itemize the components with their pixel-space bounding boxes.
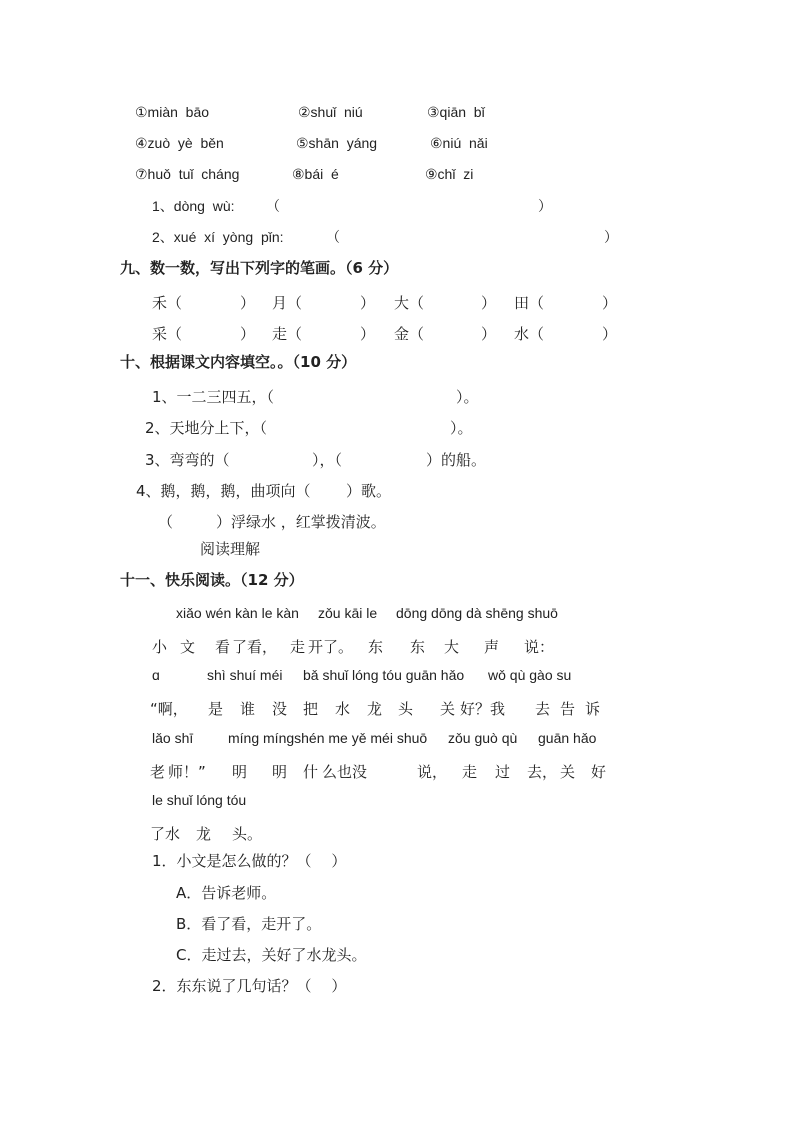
stroke-item: 大（ (394, 294, 425, 312)
passage-char: 走 (462, 763, 478, 781)
passage-char: 么也没 (322, 763, 368, 781)
passage-pinyin: le shuǐ lóng tóu (152, 792, 247, 808)
classify-q2-close: ） (604, 229, 618, 245)
option-5: ⑤shān yáng (296, 135, 378, 151)
passage-char: 小 (152, 638, 168, 656)
passage-char: 去， (527, 763, 558, 781)
fill-line-2-start: 2、天地分上下，（ (145, 419, 268, 437)
passage-char: 明 (232, 763, 248, 781)
option-7: ⑦huǒ tuǐ cháng (135, 166, 240, 182)
passage-char: 开了。 (308, 638, 354, 656)
fill-line-5-end: ）浮绿水 ，红掌拨清波。 (216, 513, 386, 531)
option-8: ⑧bái é (292, 166, 339, 182)
option-6: ⑥niú nǎi (430, 135, 488, 151)
passage-char: 关 (440, 700, 456, 718)
fill-line-2-end: ）。 (450, 419, 473, 437)
stroke-item: ） (602, 325, 618, 343)
section9-title: 九、数一数，写出下列字的笔画。（6 分） (120, 259, 399, 277)
fill-line-5-start: （ (158, 513, 174, 531)
passage-char: 东 (368, 638, 384, 656)
passage-pinyin: shì shuí méi (207, 667, 283, 683)
question-2: 2．东东说了几句话？（ ） (152, 977, 347, 995)
option-4: ④zuò yè běn (135, 135, 224, 151)
fill-line-4-start: 4、鹅，鹅，鹅，曲项向（ (136, 482, 311, 500)
passage-char: 谁 (240, 700, 256, 718)
passage-pinyin: bǎ shuǐ lóng tóu guān hǎo (303, 667, 465, 683)
option-3: ③qiān bǐ (427, 104, 485, 120)
passage-char: 什 (303, 763, 319, 781)
fill-line-4-end: ）歌。 (346, 482, 392, 500)
passage-pinyin: dōng dōng dà shēng shuō (396, 605, 558, 621)
passage-char: 龙 (196, 825, 212, 843)
passage-char: 了水 (150, 825, 181, 843)
stroke-item: 走（ (272, 325, 303, 343)
fill-line-1-end: ）。 (456, 388, 479, 406)
passage-char: 声 (484, 638, 500, 656)
fill-line-3-end: ）的船。 (426, 451, 487, 469)
question-1-option-c: C．走过去，关好了水龙头。 (176, 946, 367, 964)
option-1: ①miàn bāo (135, 104, 210, 120)
passage-pinyin: ɑ (152, 667, 160, 683)
question-1-option-b: B．看了看，走开了。 (176, 915, 322, 933)
option-9: ⑨chǐ zi (425, 166, 474, 182)
passage-char: 头。 (232, 825, 263, 843)
passage-char: “啊， (150, 700, 188, 718)
stroke-item: ） (360, 325, 376, 343)
passage-char: 说： (524, 638, 555, 656)
stroke-item: 禾（ (152, 294, 183, 312)
passage-char: 说， (417, 763, 448, 781)
passage-pinyin: xiǎo wén kàn le kàn (176, 605, 299, 621)
section11-title: 十一、快乐阅读。（12 分） (120, 571, 304, 589)
passage-char: 龙 (367, 700, 383, 718)
classify-q1-open: （ (266, 198, 280, 214)
passage-char: 大 (444, 638, 460, 656)
stroke-item: ） (240, 294, 256, 312)
stroke-item: 月（ (272, 294, 303, 312)
passage-char: 水 (335, 700, 351, 718)
fill-line-3-start: 3、弯弯的（ (145, 451, 230, 469)
stroke-item: 田（ (514, 294, 545, 312)
stroke-item: 采（ (152, 325, 183, 343)
passage-char: 诉 (585, 700, 601, 718)
stroke-item: ） (240, 325, 256, 343)
question-1-option-a: A．告诉老师。 (176, 884, 277, 902)
passage-char: 告 (560, 700, 576, 718)
passage-pinyin: zǒu guò qù (448, 730, 518, 746)
passage-char: 师！” (168, 763, 206, 781)
classify-q2-open: （ (326, 229, 340, 245)
question-1: 1．小文是怎么做的？（ ） (152, 852, 347, 870)
passage-char: 明 (272, 763, 288, 781)
passage-pinyin: míng míngshén me yě méi shuō (228, 730, 428, 746)
passage-char: 头 (398, 700, 414, 718)
passage-char: 过 (495, 763, 511, 781)
passage-pinyin: guān hǎo (538, 730, 597, 746)
classify-q1-close: ） (538, 198, 552, 214)
passage-char: 看 (215, 638, 231, 656)
passage-char: 去 (535, 700, 551, 718)
passage-char: 关 (560, 763, 576, 781)
passage-char: 把 (303, 700, 319, 718)
classify-q2-label: 2、xué xí yòng pǐn: (152, 229, 284, 245)
passage-char: 走 (290, 638, 306, 656)
stroke-item: 金（ (394, 325, 425, 343)
fill-line-1-start: 1、一二三四五，（ (152, 388, 275, 406)
passage-char: 是 (208, 700, 224, 718)
fill-line-3-mid: ），（ (312, 451, 343, 469)
option-2: ②shuǐ niú (298, 104, 363, 120)
stroke-item: ） (360, 294, 376, 312)
passage-pinyin: lǎo shī (152, 730, 194, 746)
passage-char: 老 (150, 763, 166, 781)
stroke-item: 水（ (514, 325, 545, 343)
passage-char: 东 (410, 638, 426, 656)
passage-char: 了看， (232, 638, 278, 656)
passage-pinyin: wǒ qù gào su (488, 667, 572, 683)
stroke-item: ） (481, 294, 497, 312)
classify-q1-label: 1、dòng wù: (152, 198, 235, 214)
passage-char: 没 (272, 700, 288, 718)
stroke-item: ） (602, 294, 618, 312)
passage-char: 文 (180, 638, 196, 656)
passage-pinyin: zǒu kāi le (318, 605, 378, 621)
section10-title: 十、根据课文内容填空。。（10 分） (120, 353, 357, 371)
passage-char: 好 (591, 763, 607, 781)
reading-header: 阅读理解 (200, 540, 261, 558)
stroke-item: ） (481, 325, 497, 343)
passage-char: 好？我 (460, 700, 506, 718)
